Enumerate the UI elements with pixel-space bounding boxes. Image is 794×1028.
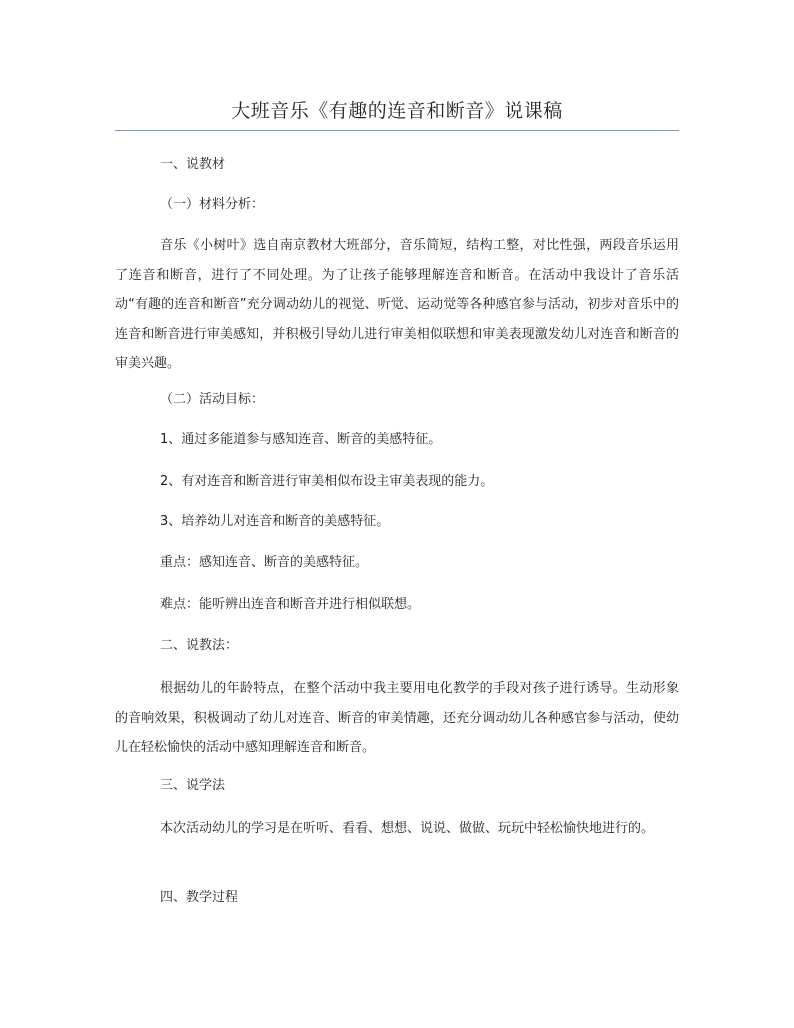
paragraph-learning-method: 本次活动幼儿的学习是在听听、看看、想想、说说、做做、玩玩中轻松愉快地进行的。 [160, 821, 655, 836]
section-heading-teaching-process: 四、教学过程 [160, 890, 239, 905]
paragraph-teaching-method: 根据幼儿的年龄特点，在整个活动中我主要用电化教学的手段对孩子进行诱导。生动形象的音响效果，积极调动了幼儿对连音、断音的审美情趣，还充分调动幼儿各种感官参与活动，使幼儿在轻松愉快的活动中感知理解连音和断音。 [115, 681, 679, 755]
section-heading-teaching-method: 二、说教法： [160, 638, 239, 653]
section-heading-textbook: 一、说教材 [160, 157, 226, 172]
section-heading-learning-method: 三、说学法 [160, 778, 226, 793]
difficulty-text: 难点：能听辨出连音和断音并进行相似联想。 [160, 597, 421, 612]
subsection-heading-goals: （二）活动目标： [160, 392, 265, 407]
goal-item-1: 1、通过多能道参与感知连音、断音的美感特征。 [160, 432, 442, 447]
goal-item-2: 2、有对连音和断音进行审美相似布设主审美表现的能力。 [160, 474, 494, 489]
paragraph-material-analysis: 音乐《小树叶》选自南京教材大班部分，音乐简短，结构工整，对比性强，两段音乐运用了连音和断音，进行了不同处理。为了让孩子能够理解连音和断音。在活动中我设计了音乐活动“有趣的连音和断音”充分调动幼儿的视觉、听觉、运动觉等各种感官参与活动，初步对音乐中的连音和断音进行审美感知，并积极引导幼儿进行审美相似联想和审美表现激发幼儿对连音和断音的审美兴趣。 [115, 238, 679, 371]
goal-item-3: 3、培养幼儿对连音和断音的美感特征。 [160, 514, 390, 529]
document-title: 大班音乐《有趣的连音和断音》说课稿 [231, 100, 563, 122]
subsection-heading-material-analysis: （一）材料分析： [160, 197, 265, 212]
title-divider [115, 130, 679, 131]
key-point-text: 重点：感知连音、断音的美感特征。 [160, 555, 369, 570]
